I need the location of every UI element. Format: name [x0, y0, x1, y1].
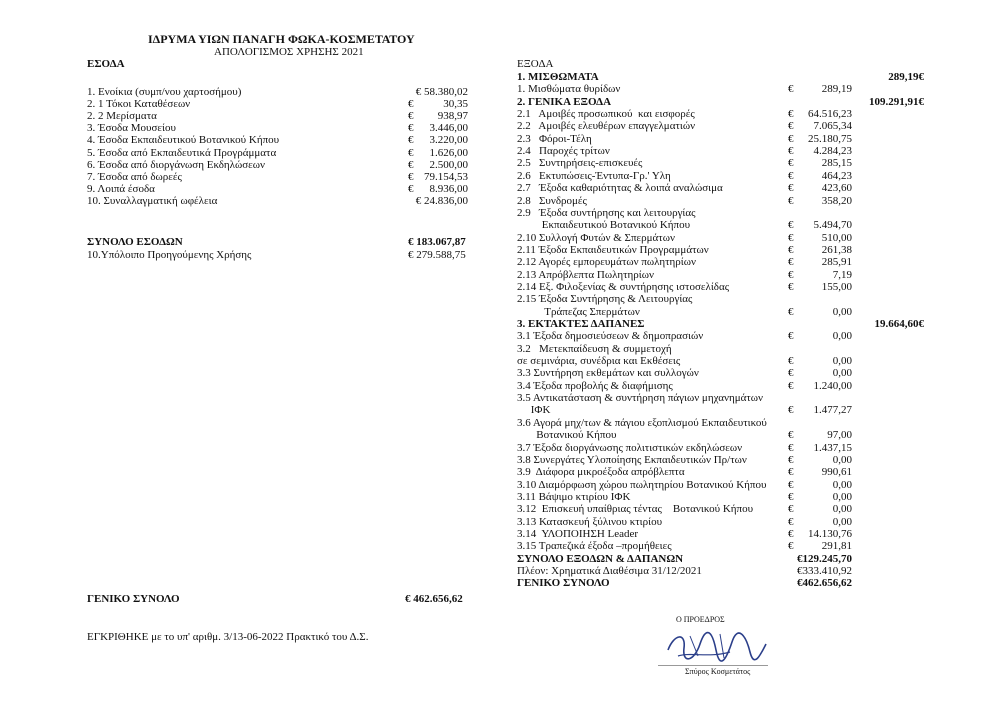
income-item-amount: € 24.836,00 — [415, 195, 468, 207]
expense-item-currency: € — [788, 157, 794, 169]
expense-item-label: 3.12 Επισκευή υπαίθριας τέντας Βοτανικού Κήπου — [517, 503, 754, 515]
expense-item-amount: 990,61 — [821, 466, 852, 478]
expense-item-amount: 0,00 — [832, 503, 852, 515]
expense-item-amount: 0,00 — [832, 516, 852, 528]
expense-item-amount: 423,60 — [821, 182, 852, 194]
income-item-label: 9. Λοιπά έσοδα — [87, 183, 155, 195]
income-grand-total-label: ΓΕΝΙΚΟ ΣΥΝΟΛΟ — [87, 593, 180, 605]
expense-item-currency: € — [788, 120, 794, 132]
expense-item-label: 3.10 Διαμόρφωση χώρου πωλητηρίου Βοτανικού Κήπου — [517, 479, 767, 491]
expense-item-currency: € — [788, 145, 794, 157]
expense-item-label: 1. Μισθώματα θυρίδων — [517, 83, 621, 95]
signature-scribble — [660, 622, 770, 670]
previous-balance-amount: € 279.588,75 — [408, 249, 466, 261]
signature-role: Ο ΠΡΟΕΔΡΟΣ — [676, 615, 725, 624]
expense-section-label: 3. ΕΚΤΑΚΤΕΣ ΔΑΠΑΝΕΣ — [517, 318, 645, 330]
expense-item-label: 2.10 Συλλογή Φυτών & Σπερμάτων — [517, 232, 675, 244]
expense-item-amount: 7.065,34 — [813, 120, 852, 132]
expense-item-label: 3.4 Έξοδα προβολής & διαφήμισης — [517, 380, 673, 392]
income-total-amount: € 183.067,87 — [408, 236, 466, 248]
expense-section-label: ΣΥΝΟΛΟ ΕΞΟΔΩΝ & ΔΑΠΑΝΩΝ — [517, 553, 684, 565]
income-item-currency: € — [408, 171, 414, 183]
expense-item-label: 3.3 Συντήρηση εκθεμάτων και συλλογών — [517, 367, 699, 379]
previous-balance-label: 10.Υπόλοιπο Προηγούμενης Χρήσης — [87, 249, 252, 261]
approval-note: ΕΓΚΡΙΘΗΚΕ με το υπ' αριθμ. 3/13-06-2022 Πρακτικό του Δ.Σ. — [87, 631, 369, 643]
document-subtitle: ΑΠΟΛΟΓΙΣΜΟΣ ΧΡΗΣΗΣ 2021 — [214, 46, 364, 58]
expense-item-currency: € — [788, 380, 794, 392]
income-item-label: 2. 2 Μερίσματα — [87, 110, 157, 122]
expense-item-label: 2.6 Εκτυπώσεις-Έντυπα-Γρ.' Υλη — [517, 170, 671, 182]
expense-section-label: ΓΕΝΙΚΟ ΣΥΝΟΛΟ — [517, 577, 610, 589]
expense-item-amount: 285,91 — [821, 256, 852, 268]
expense-item-currency: € — [788, 404, 794, 416]
expense-item-currency: € — [788, 83, 794, 95]
income-item-amount: 1.626,00 — [429, 147, 468, 159]
expense-item-amount: 261,38 — [821, 244, 852, 256]
income-item-currency: € — [408, 159, 414, 171]
expense-section-label: 2. ΓΕΝΙΚΑ ΕΞΟΔΑ — [517, 96, 612, 108]
expense-item-amount: 291,81 — [821, 540, 852, 552]
expense-section-total: 19.664,60€ — [874, 318, 924, 330]
income-item-label: 10. Συναλλαγματική ωφέλεια — [87, 195, 218, 207]
expense-item-amount: €129.245,70 — [797, 553, 852, 565]
expense-item-label: 3.15 Τραπεζικά έξοδα –προμήθειες — [517, 540, 672, 552]
expense-section-total: 109.291,91€ — [869, 96, 924, 108]
expense-item-currency: € — [788, 232, 794, 244]
expense-item-label: 2.14 Εξ. Φιλοξενίας & συντήρησης ιστοσελίδας — [517, 281, 730, 293]
expense-item-amount: 1.437,15 — [813, 442, 852, 454]
income-item-amount: 3.446,00 — [429, 122, 468, 134]
expense-item-currency: € — [788, 429, 794, 441]
income-item-amount: 3.220,00 — [429, 134, 468, 146]
expense-item-amount: 14.130,76 — [808, 528, 852, 540]
expense-item-amount: 0,00 — [832, 454, 852, 466]
expense-item-currency: € — [788, 108, 794, 120]
income-item-amount: 938,97 — [437, 110, 468, 122]
document-title: ΙΔΡΥΜΑ ΥΙΩΝ ΠΑΝΑΓΗ ΦΩΚΑ-ΚΟΣΜΕΤΑΤΟΥ — [148, 32, 415, 46]
expense-item-amount: 1.477,27 — [813, 404, 852, 416]
income-heading: ΕΣΟΔΑ — [87, 58, 125, 70]
expense-item-currency: € — [788, 503, 794, 515]
expense-item-amount: 4.284,23 — [813, 145, 852, 157]
expense-item-currency: € — [788, 367, 794, 379]
expense-item-currency: € — [788, 540, 794, 552]
expense-item-label: 2.12 Αγορές εμπορευμάτων πωλητηρίων — [517, 256, 696, 268]
expense-item-label: 2.2 Αμοιβές ελευθέρων επαγγελματιών — [517, 120, 696, 132]
income-item-currency: € — [408, 134, 414, 146]
expense-item-amount: 7,19 — [832, 269, 852, 281]
expense-item-amount: 64.516,23 — [808, 108, 852, 120]
income-item-amount: 2.500,00 — [429, 159, 468, 171]
expense-item-amount: 1.240,00 — [813, 380, 852, 392]
income-item-label: 4. Έσοδα Εκπαιδευτικού Βοτανικού Κήπου — [87, 134, 280, 146]
expense-item-label: 3.8 Συνεργάτες Υλοποίησης Εκπαιδευτικών Πρ/των — [517, 454, 747, 466]
expense-item-amount: 0,00 — [832, 355, 852, 367]
expense-item-currency: € — [788, 491, 794, 503]
expense-item-currency: € — [788, 244, 794, 256]
expense-item-label: 3.9 Διάφορα μικροέξοδα απρόβλεπτα — [517, 466, 685, 478]
expense-item-label: 3.2 Μετεκπαίδευση & συμμετοχή — [517, 343, 672, 355]
expense-section-total: 289,19€ — [888, 71, 924, 83]
expense-item-amount: 0,00 — [832, 330, 852, 342]
expense-item-label: Τράπεζας Σπερμάτων — [517, 306, 640, 318]
expense-item-amount: €333.410,92 — [797, 565, 852, 577]
income-item-label: 3. Έσοδα Μουσείου — [87, 122, 176, 134]
expense-item-label: 2.4 Παροχές τρίτων — [517, 145, 610, 157]
income-item-label: 1. Ενοίκια (συμπ/νου χαρτοσήμου) — [87, 86, 242, 98]
expense-item-amount: 285,15 — [821, 157, 852, 169]
expense-item-amount: €462.656,62 — [797, 577, 852, 589]
expense-item-currency: € — [788, 170, 794, 182]
income-grand-total-amount: € 462.656,62 — [405, 593, 463, 605]
expense-item-label: 2.9 Έξοδα συντήρησης και λειτουργίας — [517, 207, 696, 219]
income-total-label: ΣΥΝΟΛΟ ΕΣΟΔΩΝ — [87, 236, 183, 248]
income-item-amount: 79.154,53 — [424, 171, 468, 183]
expense-item-label: 3.13 Κατασκευή ξύλινου κτιρίου — [517, 516, 663, 528]
income-item-currency: € — [408, 147, 414, 159]
expense-item-amount: 155,00 — [821, 281, 852, 293]
expense-item-label: 2.1 Αμοιβές προσωπικού και εισφορές — [517, 108, 695, 120]
expense-item-label: ΙΦΚ — [517, 404, 551, 416]
expense-item-label: 3.14 ΥΛΟΠΟΙΗΣΗ Leader — [517, 528, 639, 540]
expense-item-label: 2.3 Φόροι-Τέλη — [517, 133, 592, 145]
expense-item-label: 3.6 Αγορά μηχ/των & πάγιου εξοπλισμού Εκπαιδευτικού — [517, 417, 767, 429]
expense-item-label: Βοτανικού Κήπου — [517, 429, 617, 441]
expense-item-label: 3.11 Βάψιμο κτιρίου ΙΦΚ — [517, 491, 631, 503]
income-item-label: 7. Έσοδα από δωρεές — [87, 171, 182, 183]
expense-item-amount: 464,23 — [821, 170, 852, 182]
expense-item-label: 3.1 Έξοδα δημοσιεύσεων & δημοπρασιών — [517, 330, 704, 342]
expense-item-label: Πλέον: Χρηματικά Διαθέσιμα 31/12/2021 — [517, 565, 702, 577]
expense-item-label: 2.8 Συνδρομές — [517, 195, 587, 207]
expense-item-currency: € — [788, 516, 794, 528]
expense-item-currency: € — [788, 479, 794, 491]
expense-item-currency: € — [788, 195, 794, 207]
income-item-label: 6. Έσοδα από διοργάνωση Εκδηλώσεων — [87, 159, 266, 171]
expense-item-amount: 97,00 — [827, 429, 852, 441]
income-item-amount: € 58.380,02 — [415, 86, 468, 98]
expense-item-currency: € — [788, 330, 794, 342]
expense-item-amount: 358,20 — [821, 195, 852, 207]
expense-item-amount: 0,00 — [832, 306, 852, 318]
expense-item-currency: € — [788, 306, 794, 318]
income-item-label: 2. 1 Τόκοι Καταθέσεων — [87, 98, 191, 110]
expense-item-label: Εκπαιδευτικού Βοτανικού Κήπου — [517, 219, 691, 231]
expense-item-currency: € — [788, 281, 794, 293]
income-item-currency: € — [408, 98, 414, 110]
expense-item-label: 2.11 Έξοδα Εκπαιδευτικών Προγραμμάτων — [517, 244, 709, 256]
expense-item-currency: € — [788, 256, 794, 268]
expense-item-currency: € — [788, 442, 794, 454]
expense-item-label: 2.7 Έξοδα καθαριότητας & λοιπά αναλώσιμα — [517, 182, 723, 194]
expense-item-currency: € — [788, 355, 794, 367]
expense-item-currency: € — [788, 133, 794, 145]
expense-item-amount: 0,00 — [832, 479, 852, 491]
income-item-currency: € — [408, 110, 414, 122]
expense-item-currency: € — [788, 454, 794, 466]
expense-item-label: σε σεμινάρια, συνέδρια και Εκθέσεις — [517, 355, 681, 367]
expense-section-label: 1. ΜΙΣΘΩΜΑΤΑ — [517, 71, 599, 83]
expense-item-currency: € — [788, 182, 794, 194]
income-item-label: 5. Έσοδα από Εκπαιδευτικά Προγράμματα — [87, 147, 277, 159]
expense-item-currency: € — [788, 269, 794, 281]
expense-item-currency: € — [788, 466, 794, 478]
expense-item-label: 3.7 Έξοδα διοργάνωσης πολιτιστικών εκδηλώσεων — [517, 442, 743, 454]
expenses-heading: ΕΞΟΔΑ — [517, 58, 554, 70]
income-item-currency: € — [408, 122, 414, 134]
signature-name: Σπύρος Κοσμετάτος — [685, 667, 751, 676]
expense-item-currency: € — [788, 219, 794, 231]
expense-item-amount: 510,00 — [821, 232, 852, 244]
expense-item-currency: € — [788, 528, 794, 540]
expense-item-amount: 25.180,75 — [808, 133, 852, 145]
expense-item-label: 2.5 Συντηρήσεις-επισκευές — [517, 157, 643, 169]
expense-item-label: 3.5 Αντικατάσταση & συντήρηση πάγιων μηχανημάτων — [517, 392, 763, 404]
expense-item-amount: 0,00 — [832, 367, 852, 379]
income-item-amount: 30,35 — [443, 98, 468, 110]
expense-item-label: 2.13 Απρόβλεπτα Πωλητηρίων — [517, 269, 654, 281]
expense-item-amount: 0,00 — [832, 491, 852, 503]
income-item-currency: € — [408, 183, 414, 195]
expense-item-amount: 289,19 — [821, 83, 852, 95]
income-item-amount: 8.936,00 — [429, 183, 468, 195]
expense-item-label: 2.15 Έξοδα Συντήρησης & Λειτουργίας — [517, 293, 693, 305]
expense-item-amount: 5.494,70 — [813, 219, 852, 231]
